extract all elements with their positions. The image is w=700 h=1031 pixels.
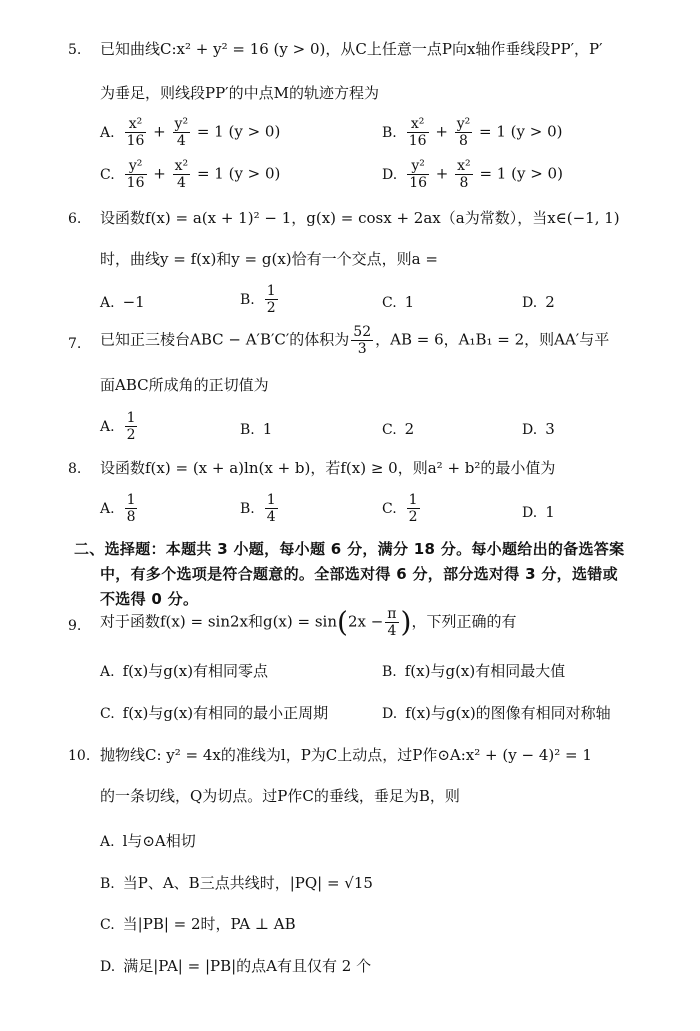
fraction: $\frac{\text{y²}}{4}$ bbox=[174, 116, 189, 150]
fraction: $\frac{\text{x²}}{16}$ bbox=[126, 116, 145, 150]
option-a: A. −1 bbox=[100, 293, 145, 311]
option-d: D. $\frac{\text{y²}}{16}$ + $\frac{\text{x²}}{8}$ = 1 (y > 0) bbox=[382, 158, 563, 192]
option-a: A. f(x)与g(x)有相同零点 bbox=[100, 662, 269, 680]
option-d: D. f(x)与g(x)的图像有相同对称轴 bbox=[382, 704, 611, 722]
section-line-2: 中，有多个选项是符合题意的。全部选对得 6 分，部分选对得 3 分，选错或 bbox=[100, 565, 618, 583]
option-c: C. f(x)与g(x)有相同的最小正周期 bbox=[100, 704, 329, 722]
option-d: D. 2 bbox=[522, 293, 555, 311]
question-stem-line-2: 的一条切线，Q为切点。过P作C的垂线，垂足为B，则 bbox=[100, 787, 460, 805]
question-number: 7. bbox=[68, 336, 82, 352]
option-d: D. 满足|PA| = |PB|的点A有且仅有 2 个 bbox=[100, 957, 372, 975]
fraction: $\frac{\text{y²}}{16}$ bbox=[409, 158, 428, 192]
fraction: $\frac{\text{y²}}{8}$ bbox=[456, 116, 471, 150]
option-c: C. $\frac{1}{2}$ bbox=[382, 492, 418, 526]
option-c: C. 当|PB| = 2时，PA ⊥ AB bbox=[100, 915, 296, 933]
section-line-3: 不选得 0 分。 bbox=[100, 590, 199, 608]
option-b: B. f(x)与g(x)有相同最大值 bbox=[382, 662, 566, 680]
option-c: C. $\frac{\text{y²}}{16}$ + $\frac{\text{x²}}{4}$ = 1 (y > 0) bbox=[100, 158, 281, 192]
fraction: $\frac{\pi}{4}$ bbox=[387, 606, 397, 640]
fraction: $\frac{\text{x²}}{16}$ bbox=[408, 116, 427, 150]
option-c: C. 1 bbox=[382, 293, 415, 311]
option-d: D. 3 bbox=[522, 420, 555, 438]
question-stem-line-2: 时，曲线y = f(x)和y = g(x)恰有一个交点，则a = bbox=[100, 250, 438, 268]
option-a: A. $\frac{1}{8}$ bbox=[100, 492, 136, 526]
question-stem-line-1: 已知正三棱台ABC − A′B′C′的体积为 $\frac{52}{3}$ ，AB = 6，A₁B₁ = 2，则AA′与平 bbox=[100, 324, 610, 358]
fraction: $\frac{\text{x²}}{8}$ bbox=[457, 158, 471, 192]
option-b: B. $\frac{\text{x²}}{16}$ + $\frac{\text{y²}}{8}$ = 1 (y > 0) bbox=[382, 116, 563, 150]
fraction: $\frac{1}{4}$ bbox=[266, 492, 276, 526]
option-b: B. $\frac{1}{4}$ bbox=[240, 492, 276, 526]
option-b: B. 1 bbox=[240, 420, 273, 438]
question-stem-line-2: 为垂足，则线段PP′的中点M的轨迹方程为 bbox=[100, 84, 379, 102]
question-stem-line-2: 面ABC所成角的正切值为 bbox=[100, 376, 269, 394]
fraction: $\frac{1}{8}$ bbox=[126, 492, 136, 526]
question-stem-line-1: 已知曲线C:x² + y² = 16 (y > 0)，从C上任意一点P向x轴作垂线段PP′，P′ bbox=[100, 40, 603, 58]
option-a: A. $\frac{1}{2}$ bbox=[100, 410, 136, 444]
option-b: B. $\frac{1}{2}$ bbox=[240, 283, 276, 317]
fraction: $\frac{52}{3}$ bbox=[353, 324, 372, 358]
option-a: A. l与⊙A相切 bbox=[100, 832, 196, 850]
question-number: 9. bbox=[68, 618, 82, 634]
fraction: $\frac{\text{y²}}{16}$ bbox=[126, 158, 145, 192]
option-c: C. 2 bbox=[382, 420, 415, 438]
section-line-1: 二、选择题：本题共 3 小题，每小题 6 分，满分 18 分。每小题给出的备选答案 bbox=[74, 540, 625, 558]
fraction: $\frac{1}{2}$ bbox=[266, 283, 276, 317]
question-number: 10. bbox=[68, 748, 91, 764]
question-stem-line-1: 设函数f(x) = (x + a)ln(x + b)，若f(x) ≥ 0，则a² + b²的最小值为 bbox=[100, 459, 556, 477]
option-d: D. 1 bbox=[522, 503, 555, 521]
question-number: 8. bbox=[68, 461, 82, 477]
question-stem-line-1: 设函数f(x) = a(x + 1)² − 1，g(x) = cosx + 2ax（a为常数），当x∈(−1, 1) bbox=[100, 209, 620, 227]
question-stem-line-1: 对于函数f(x) = sin2x和g(x) = sin(2x − $\frac{\pi}{4}$ )，下列正确的有 bbox=[100, 605, 517, 640]
fraction: $\frac{1}{2}$ bbox=[408, 492, 418, 526]
question-stem-line-1: 抛物线C: y² = 4x的准线为l，P为C上动点，过P作⊙A:x² + (y − 4)² = 1 bbox=[100, 746, 592, 764]
option-b: B. 当P、A、B三点共线时，|PQ| = √15 bbox=[100, 874, 373, 892]
question-number: 5. bbox=[68, 42, 82, 58]
fraction: $\frac{\text{x²}}{4}$ bbox=[174, 158, 189, 192]
fraction: $\frac{1}{2}$ bbox=[126, 410, 136, 444]
watermark bbox=[190, 1016, 510, 1030]
option-a: A. $\frac{\text{x²}}{16}$ + $\frac{\text{y²}}{4}$ = 1 (y > 0) bbox=[100, 116, 281, 150]
question-number: 6. bbox=[68, 211, 82, 227]
